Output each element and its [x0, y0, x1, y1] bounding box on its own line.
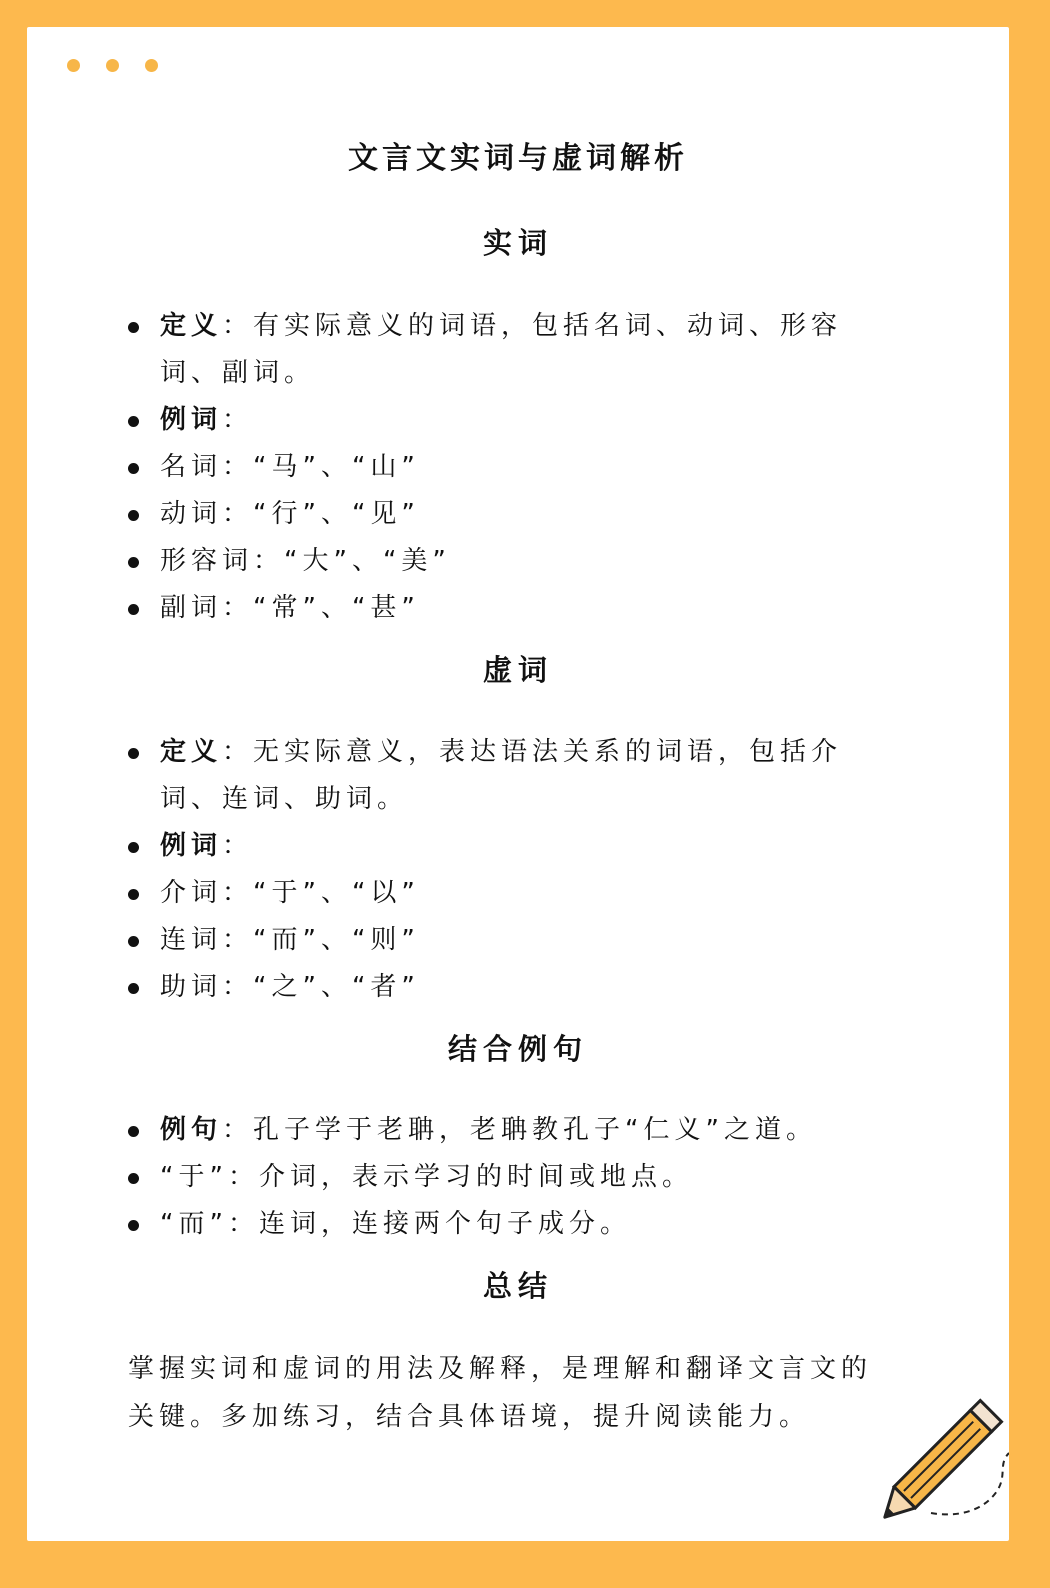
item-label: 例词 — [160, 405, 223, 435]
section-list-xuci — [27, 729, 1009, 1011]
section-heading-shici: 实词 — [482, 226, 553, 260]
list-item — [27, 444, 1009, 491]
item-label: 例句 — [160, 1115, 223, 1145]
section-list-shici — [27, 303, 1009, 632]
window-dots — [67, 59, 158, 72]
list-item: 定义：无实际意义，表达语法关系的词语，包括介词、连词、助词。 — [27, 729, 1009, 823]
pencil-icon — [869, 1395, 1009, 1541]
dot-icon — [67, 59, 80, 72]
list-item — [27, 1154, 1009, 1201]
summary-paragraph: 掌握实词和虚词的用法及解释，是理解和翻译文言文的关键。多加练习，结合具体语境，提升阅读能力。 — [128, 1354, 873, 1432]
section-heading-summary: 总结 — [482, 1269, 553, 1303]
dot-icon — [145, 59, 158, 72]
dot-icon — [106, 59, 119, 72]
item-text: 副词：“常”、“甚” — [160, 593, 420, 623]
item-text: 有实际意义的词语，包括名词、动词、形容词、副词。 — [160, 311, 843, 388]
item-text: 连词：“而”、“则” — [160, 925, 420, 955]
list-item — [27, 585, 1009, 632]
list-item — [27, 491, 1009, 538]
list-item — [27, 870, 1009, 917]
item-text: 介词：“于”、“以” — [160, 878, 420, 908]
list-item — [27, 538, 1009, 585]
section-heading-examples: 结合例句 — [447, 1032, 588, 1066]
item-text: 动词：“行”、“见” — [160, 499, 420, 529]
item-text: 无实际意义，表达语法关系的词语，包括介词、连词、助词。 — [160, 737, 843, 814]
item-label: 定义 — [160, 311, 223, 341]
item-text: 形容词：“大”、“美” — [160, 546, 451, 576]
list-item — [27, 1201, 1009, 1248]
item-text: “而”：连词，连接两个句子成分。 — [160, 1209, 631, 1239]
item-label: 例词 — [160, 831, 223, 861]
item-text: 名词：“马”、“山” — [160, 452, 420, 482]
list-item — [27, 917, 1009, 964]
section-heading-xuci: 虚词 — [482, 653, 553, 687]
section-list-examples — [27, 1107, 1009, 1248]
item-text: 孔子学于老聃，老聃教孔子“仁义”之道。 — [253, 1115, 817, 1145]
item-label: 定义 — [160, 737, 223, 767]
item-text: 助词：“之”、“者” — [160, 972, 420, 1002]
list-item: 例句：孔子学于老聃，老聃教孔子“仁义”之道。 — [27, 1107, 1009, 1154]
document-title: 文言文实词与虚词解析 — [348, 141, 688, 176]
list-item: 定义：有实际意义的词语，包括名词、动词、形容词、副词。 — [27, 303, 1009, 397]
list-item: 例词： — [27, 397, 1009, 444]
list-item — [27, 964, 1009, 1011]
document-card — [27, 27, 1009, 1541]
list-item: 例词： — [27, 823, 1009, 870]
item-text: “于”：介词，表示学习的时间或地点。 — [160, 1162, 693, 1192]
